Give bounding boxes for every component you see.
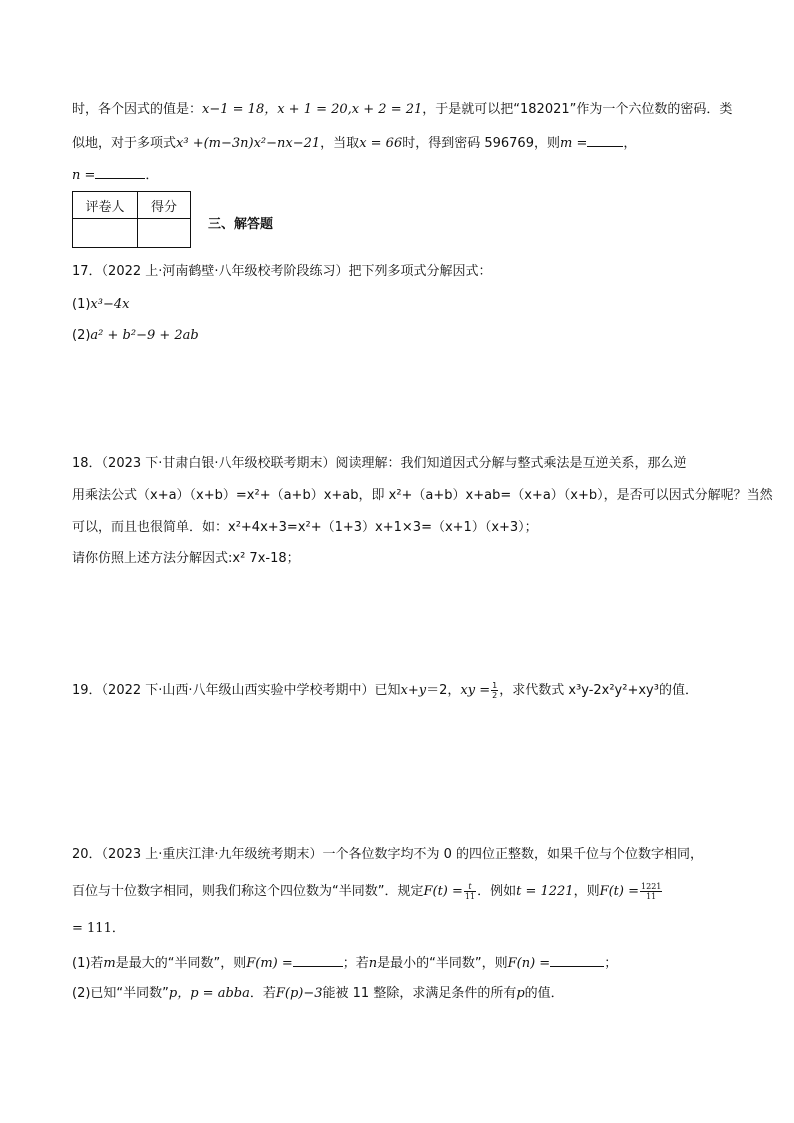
q18-line-4: 请你仿照上述方法分解因式:x² 7x-18； [72,551,300,566]
question-text: ，则 [573,884,600,899]
math-expression: n = [72,168,96,183]
question-text: 是最小的“半同数”，则 [377,956,508,971]
math-expression: xy = [460,683,491,698]
fraction-one-half [491,681,498,700]
question-text: ．例如 [477,884,517,899]
math-expression: t = 1221 [516,884,574,899]
fraction-denominator: 11 [464,892,476,901]
q20-line-2 [72,882,663,901]
answer-blank-fm[interactable] [293,953,343,967]
question-text: (1)若 [72,956,104,971]
q20-line-3: = 111． [72,921,125,936]
math-expression: x−1 = 18，x + 1 = 20,x + 2 = 21 [202,102,423,117]
punctuation: ； [604,956,618,971]
question-text: ，求代数式 x³y-2x²y²+xy³的值． [499,683,698,698]
q18-line-1: 18．（2023 下·甘肃白银·八年级校联考期末）阅读理解：我们知道因式分解与整式乘法是互逆关系，那么逆 [72,456,687,471]
math-expression: F(t) = [423,884,463,899]
score-table-header-grader: 评卷人 [73,192,138,219]
math-expression: x³ +(m−3n)x²−nx−21 [176,136,321,151]
punctuation: ． [145,168,159,183]
intro-line-2 [72,133,636,153]
part-label: (1) [72,297,91,312]
question-text: 能被 11 整除，求满足条件的所有 [322,986,517,1001]
answer-blank-n[interactable] [95,165,145,179]
math-expression: F(p)−3 [275,986,323,1001]
score-table-cell-score[interactable] [138,219,191,248]
fraction-numerator: 1 [492,681,498,690]
section-title: 三、解答题 [208,217,274,232]
question-text: 百位与十位数字相同，则我们称这个四位数为“半同数”．规定 [72,884,424,899]
math-expression: a² + b²−9 + 2ab [90,328,199,343]
math-expression: n [368,956,378,971]
fraction-numerator: 1221 [641,882,662,891]
question-text: 的值． [524,986,564,1001]
q18-line-3: 可以，而且也很简单．如：x²+4x+3=x²+（1+3）x+1×3=（x+1）（x+3）； [72,520,538,535]
math-expression: F(n) = [507,956,551,971]
q20-part2 [72,985,564,1003]
intro-text: ，当取 [320,136,360,151]
intro-text: 时，得到密码 596769，则 [402,136,560,151]
intro-line-3 [72,165,158,185]
math-expression: F(t) = [599,884,640,899]
math-expression: F(m) = [246,956,293,971]
fraction-1221-over-11 [640,882,662,901]
question-text: 是最大的“半同数”，则 [115,956,247,971]
intro-text: 似地，对于多项式 [72,136,177,151]
part-label: (2) [72,328,91,343]
score-table-header-score: 得分 [138,192,191,219]
math-expression: m [103,956,116,971]
question-text: ＝2， [426,683,461,698]
q18-line-2: 用乘法公式（x+a）（x+b）=x²+（a+b）x+ab，即 x²+（a+b）x+ab=（x+a）（x+b），是否可以因式分解呢？当然 [72,488,773,503]
question-text: 19．（2022 下·山西·八年级山西实验中学校考期中）已知 [72,683,401,698]
q20-part1 [72,953,617,973]
math-expression: x³−4x [90,297,130,312]
fraction-denominator: 2 [492,691,498,700]
intro-text: 时，各个因式的值是： [72,102,203,117]
fraction-numerator: t [464,882,476,892]
fraction-t-over-11 [464,882,476,901]
answer-blank-fn[interactable] [550,953,604,967]
q19-line [72,681,698,700]
question-text: ．若 [249,986,276,1001]
question-text: (2)已知“半同数” [72,986,169,1001]
answer-blank-m[interactable] [587,133,623,147]
math-expression: p [516,986,525,1001]
math-expression: x = 66 [359,136,403,151]
question-text: ；若 [342,956,369,971]
punctuation: ， [623,136,637,151]
intro-text: ，于是就可以把“182021”作为一个六位数的密码．类 [422,102,733,117]
q20-line-1: 20．（2023 上·重庆江津·九年级统考期末）一个各位数字均不为 0 的四位正整数，如果千位与个位数字相同， [72,847,704,862]
q17-part1 [72,296,129,314]
math-expression: m = [559,136,588,151]
math-expression: x+y [400,683,427,698]
q17-header: 17．（2022 上·河南鹤壁·八年级校考阶段练习）把下列多项式分解因式： [72,264,492,279]
intro-line-1 [72,101,732,119]
fraction-denominator: 11 [646,892,657,901]
score-table-cell-grader[interactable] [73,219,138,248]
math-expression: p，p = abba [168,986,250,1001]
q17-part2 [72,327,199,345]
score-table [72,191,191,248]
